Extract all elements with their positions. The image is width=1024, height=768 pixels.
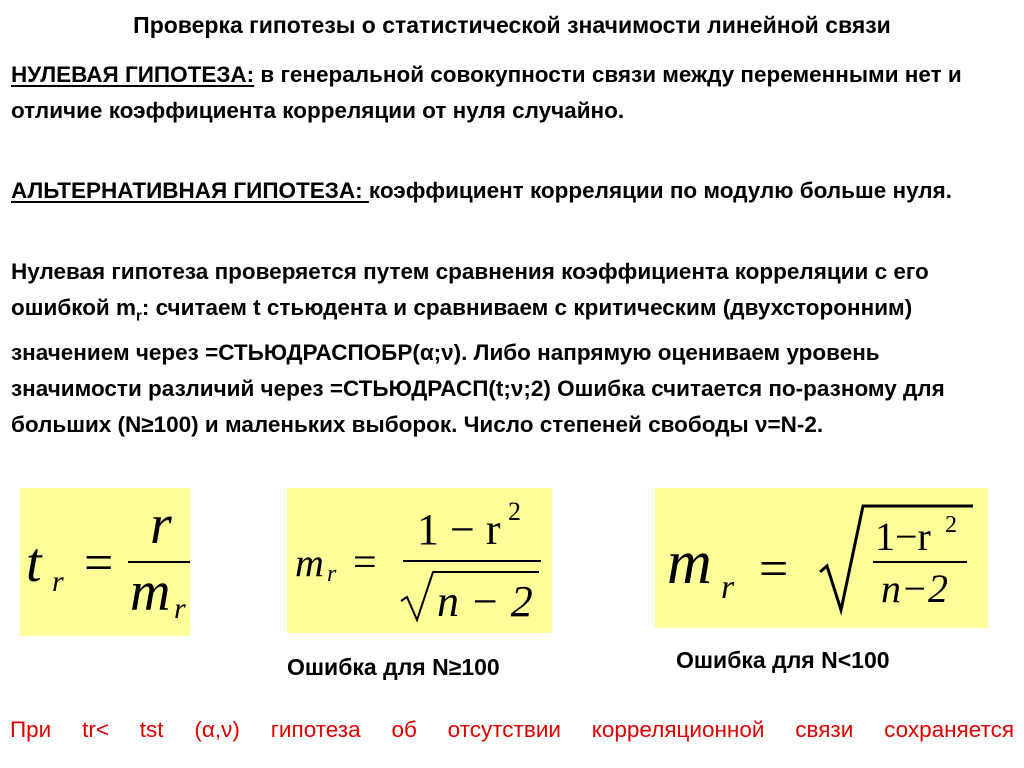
null-hypothesis	[11, 57, 1011, 129]
method-text-part1: Нулевая гипотеза проверяется путем сравнения коэффициента корреляции с его ошибкой m	[11, 259, 929, 320]
t-statistic-formula	[20, 488, 190, 636]
m-small-denominator: n−2	[881, 566, 948, 611]
m-large-denominator: n − 2	[437, 577, 533, 626]
alt-hypothesis-label: АЛЬТЕРНАТИВНАЯ ГИПОТЕЗА:	[11, 178, 369, 203]
m-large-lhs: m	[295, 540, 324, 585]
method-description	[11, 254, 1011, 443]
method-text-part2: : считаем t стьюдента и сравниваем с критическим (двухсторонним) значением через =СТЬЮДРАСПОБР(α;ν). Либо напрямую оцениваем уровень значимости различий через =СТЬЮДРАСП(t;ν;2) Ошибка считается по-разному для больших (N≥100) и маленьких выборок. Число степеней свободы ν=N-2.	[11, 295, 945, 437]
t-formula-equals: =	[84, 535, 114, 592]
caption-large-sample: Ошибка для N≥100	[287, 654, 500, 680]
slide-title: Проверка гипотезы о статистической значимости линейной связи	[133, 12, 891, 38]
caption-small-sample: Ошибка для N<100	[676, 647, 890, 673]
m-large-equals: =	[353, 540, 377, 586]
t-formula-numerator: r	[150, 494, 172, 556]
m-small-numerator-superscript: 2	[945, 512, 957, 538]
t-formula-denominator: m	[130, 561, 171, 623]
m-large-numerator: 1 − r	[417, 505, 501, 554]
alt-hypothesis-text: коэффициент корреляции по модулю больше нуля.	[368, 178, 952, 203]
m-small-lhs-subscript: r	[721, 569, 735, 606]
error-large-sample-formula	[287, 488, 552, 633]
t-formula-denominator-subscript: r	[174, 592, 186, 625]
error-small-sample-formula	[655, 488, 988, 628]
m-small-equals: =	[759, 541, 789, 598]
alternative-hypothesis	[11, 173, 1011, 209]
conclusion-text: При tr< tst (α,ν) гипотеза об отсутствии корреляционной связи сохраняется	[10, 717, 1014, 742]
m-small-lhs: m	[667, 529, 712, 597]
null-hypothesis-label: НУЛЕВАЯ ГИПОТЕЗА:	[11, 62, 255, 87]
m-large-numerator-superscript: 2	[508, 497, 521, 526]
m-large-lhs-subscript: r	[327, 561, 337, 587]
method-text-subscript: r	[136, 307, 142, 325]
null-hypothesis-text: в генеральной совокупности связи между переменными нет и отличие коэффициента корреляции от нуля случайно.	[11, 62, 962, 123]
t-formula-lhs-subscript: r	[52, 565, 64, 598]
t-formula-lhs: t	[26, 532, 42, 594]
m-small-numerator: 1−r	[875, 514, 931, 559]
